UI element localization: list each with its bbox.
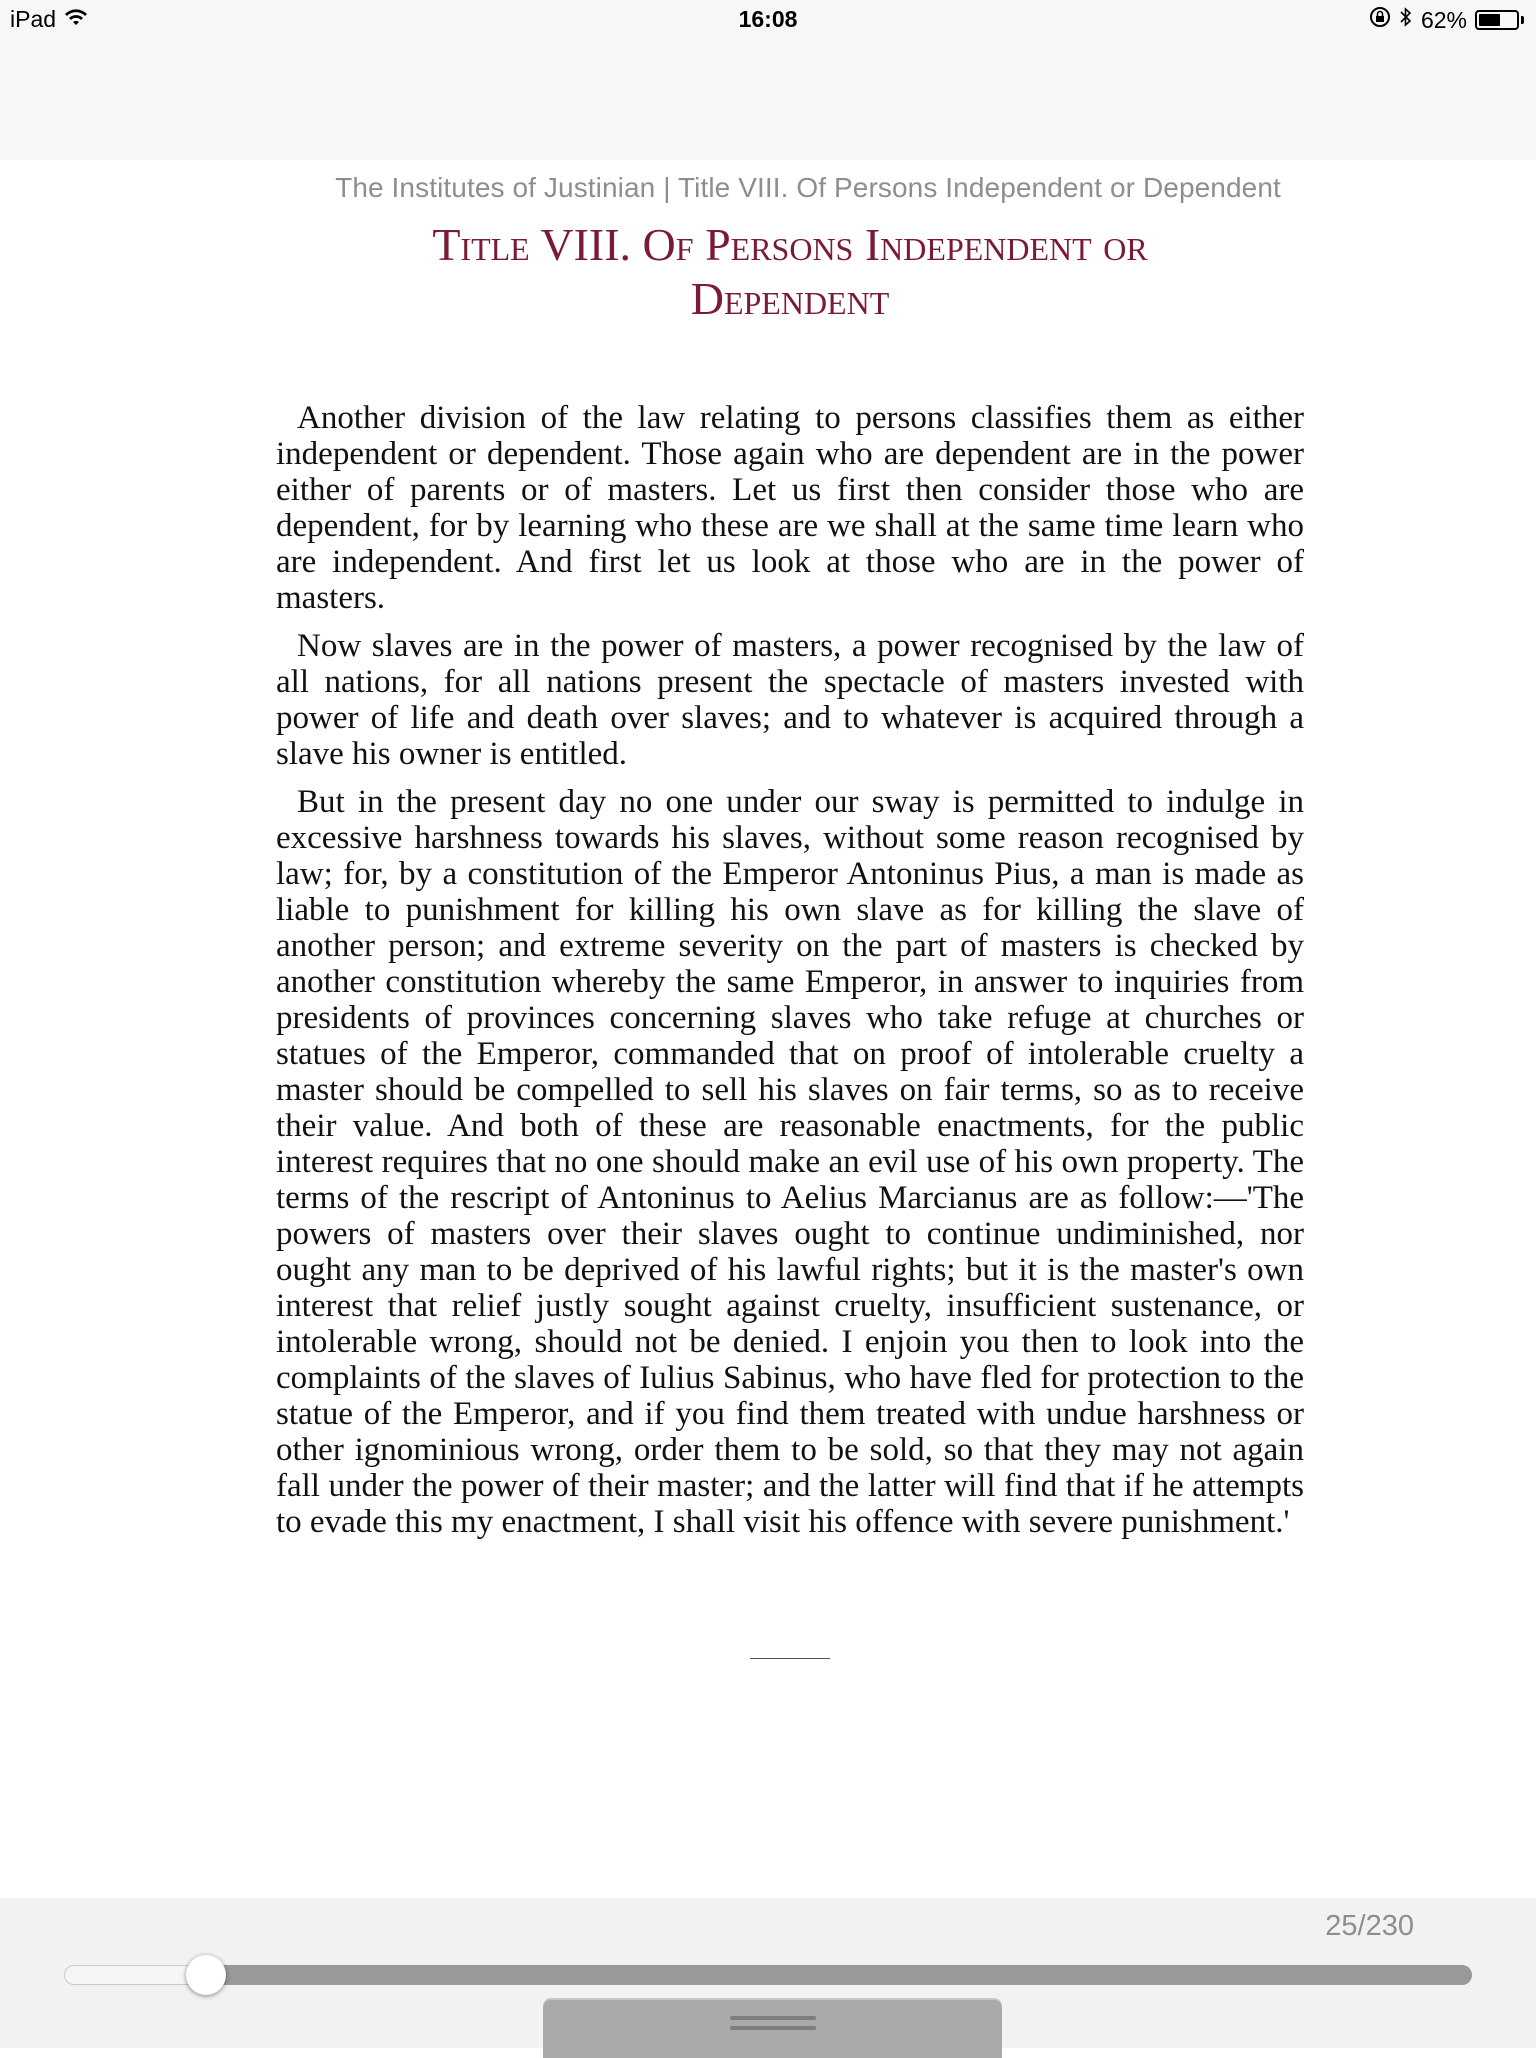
paragraph: Now slaves are in the power of masters, a power recognised by the law of all nations, for all nations present the spectacle of masters invested with power of life and death over slaves; and to whatever is acquired through a slave his owner is entitled. xyxy=(276,628,1304,772)
battery-tip xyxy=(1521,16,1524,24)
battery-icon xyxy=(1475,10,1519,30)
page-counter: 25/230 xyxy=(1325,1910,1414,1942)
battery-level xyxy=(1479,14,1500,26)
bluetooth-icon xyxy=(1399,6,1413,34)
pull-up-handle[interactable] xyxy=(543,1998,1002,2058)
paragraph: Another division of the law relating to persons classifies them as either independent or dependent. Those again who are dependent are in the power either of parents or of masters. Let us first then consider those who are dependent, for by learning who these are we shall at the same time learn who are independent. And first let us look at those who are in the power of masters. xyxy=(276,400,1304,616)
status-time: 16:08 xyxy=(738,6,798,32)
chapter-title: Title VIII. Of Persons Independent or Dependent xyxy=(432,219,1148,324)
section-end-rule xyxy=(750,1658,830,1659)
device-name: iPad xyxy=(10,6,57,32)
page-body[interactable] xyxy=(276,400,1304,1552)
scrubber-fill xyxy=(206,1965,1472,1985)
battery-percentage: 62% xyxy=(1420,6,1467,33)
page-scrubber[interactable] xyxy=(64,1965,1472,1985)
status-bar xyxy=(0,0,1536,160)
rotation-lock-icon xyxy=(1369,6,1391,34)
running-header: The Institutes of Justinian | Title VIII. Of Persons Independent or Dependent xyxy=(335,172,1281,203)
status-right xyxy=(1369,6,1524,34)
bottom-toolbar xyxy=(0,1898,1536,2048)
grip-icon xyxy=(730,2016,816,2036)
scrubber-thumb[interactable] xyxy=(186,1955,226,1995)
paragraph: But in the present day no one under our sway is permitted to indulge in excessive harshness towards his slaves, without some reason recognised by law; for, by a constitution of the Emperor Antoninus Pius, a man is made as liable to punishment for killing his own slave as for killing the slave of another person; and extreme severity on the part of masters is checked by another constitution whereby the same Emperor, in answer to inquiries from presidents of provinces concerning slaves who take refuge at churches or statues of the Emperor, commanded that on proof of intolerable cruelty a master should be compelled to sell his slaves on fair terms, so as to receive their value. And both of these are reasonable enactments, for the public interest requires that no one should make an evil use of his own property. The terms of the rescript of Antoninus to Aelius Marcianus are as follow:—'The powers of masters over their slaves ought to continue undiminished, nor ought any man to be deprived of his lawful rights; but it is the master's own interest that relief justly sought against cruelty, insufficient sustenance, or intolerable wrong, should not be denied. I enjoin you then to look into the complaints of the slaves of Iulius Sabinus, who have fled for protection to the statue of the Emperor, and if you find them treated with undue harshness or other ignominious wrong, order them to be sold, so that they may not again fall under the power of their master; and the latter will find that if he attempts to evade this my enactment, I shall visit his offence with severe punishment.' xyxy=(276,784,1304,1540)
